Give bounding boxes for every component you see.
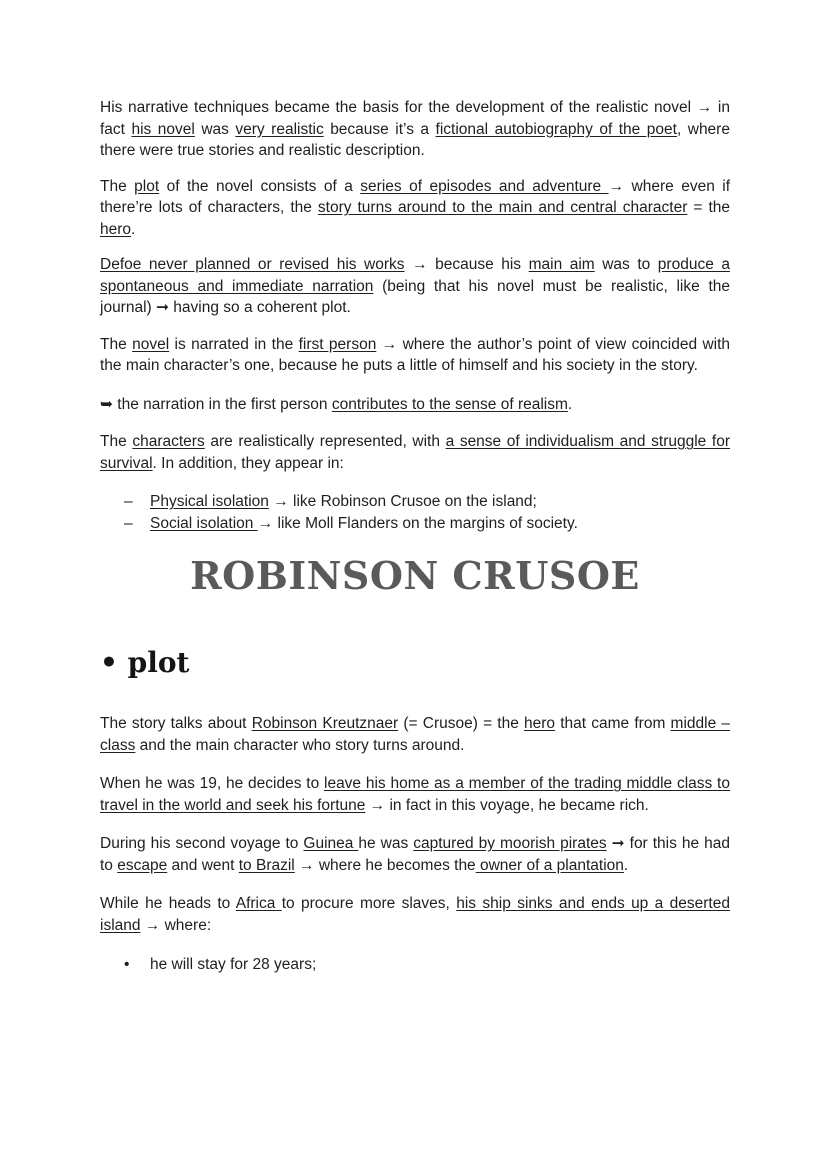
- document-page: [100, 97, 730, 976]
- document-title: ROBINSON CRUSOE: [190, 553, 640, 598]
- paragraph-second-voyage: [100, 833, 730, 876]
- underlined-text: Defoe never planned or revised his works: [100, 256, 405, 273]
- text-span: is narrated in the: [169, 335, 299, 353]
- text-span: .: [567, 395, 573, 413]
- underlined-text: main aim: [528, 256, 595, 273]
- text-span: was to: [594, 256, 658, 273]
- section-heading-plot: • plot: [100, 646, 190, 679]
- text-span: , where there were true stories and realistic description.: [100, 120, 730, 159]
- text-span: → like Moll Flanders on the margins of society.: [257, 515, 578, 532]
- text-span: → where even if there’re lots of characters, the: [100, 177, 731, 216]
- paragraph-narrative-techniques: [100, 97, 730, 162]
- text-span: → where:: [140, 916, 212, 934]
- text-span: The: [100, 433, 133, 450]
- text-span: are realistically represented, with: [204, 433, 446, 450]
- paragraph-shipwreck: [100, 893, 730, 936]
- underlined-text: middle – class: [100, 715, 731, 754]
- paragraph-first-person: [100, 334, 730, 377]
- text-span: The: [100, 177, 135, 195]
- text-span: (= Crusoe) = the: [398, 715, 525, 732]
- underlined-text: Robinson Kreutznaer: [251, 715, 399, 732]
- underlined-text: plot: [134, 177, 160, 195]
- text-span: → in fact in this voyage, he became rich.: [365, 796, 649, 814]
- text-span: → like Robinson Crusoe on the island;: [268, 493, 537, 510]
- underlined-text: hero: [524, 715, 556, 732]
- paragraph-defoe-aim: [100, 254, 730, 319]
- text-span: = the: [687, 199, 730, 216]
- text-span: While he heads to: [100, 895, 236, 912]
- underlined-text: his novel: [131, 120, 195, 138]
- text-span: because it’s a: [323, 120, 436, 138]
- paragraph-realism: [100, 394, 730, 416]
- underlined-text: series of episodes and adventure: [360, 177, 609, 195]
- underlined-text: Social isolation: [150, 515, 258, 532]
- underlined-text: a sense of individualism and struggle for survival: [100, 433, 731, 472]
- text-span: → because his: [404, 256, 529, 273]
- text-span: .: [131, 220, 136, 238]
- list-item: [100, 513, 730, 535]
- underlined-text: very realistic: [235, 120, 324, 138]
- text-span: (being that his novel must be realistic, like the journal) ➞ having so a coherent plot.: [100, 277, 730, 316]
- text-span: ➥ the narration in the first person: [100, 395, 332, 413]
- underlined-text: to Brazil: [238, 856, 295, 874]
- text-span: to procure more slaves,: [281, 895, 457, 912]
- underlined-text: Guinea: [303, 835, 359, 852]
- list-item: [100, 491, 730, 513]
- text-span: he was: [358, 835, 414, 852]
- text-span: and went: [167, 856, 239, 874]
- underlined-text: fictional autobiography of the poet: [435, 120, 677, 138]
- text-span: When he was 19, he decides to: [100, 775, 324, 792]
- dash-marker: –: [124, 515, 133, 532]
- text-span: ➞ for this he had to: [100, 835, 730, 874]
- text-span: The: [100, 335, 133, 353]
- text-span: → where he becomes the: [294, 856, 476, 874]
- island-list: [100, 954, 730, 976]
- underlined-text: story turns around to the main and central character: [317, 199, 688, 216]
- text-span: of the novel consists of a: [159, 177, 361, 195]
- underlined-text: first person: [298, 335, 377, 353]
- underlined-text: characters: [132, 433, 205, 450]
- list-item: [100, 954, 730, 976]
- underlined-text: produce a spontaneous and immediate narration: [100, 256, 730, 295]
- text-span: that came from: [555, 715, 671, 732]
- text-span: → where the author’s point of view coincided with the main character’s one, because he puts a little of himself and his society in the story.: [100, 335, 731, 374]
- text-span: was: [194, 120, 236, 138]
- text-span: and the main character who story turns around.: [135, 736, 465, 754]
- text-span: The story talks about: [100, 715, 252, 732]
- text-span: His narrative techniques became the basis for the development of the realistic novel → in fact: [100, 99, 730, 138]
- underlined-text: owner of a plantation: [475, 856, 624, 874]
- underlined-text: Africa: [235, 895, 282, 912]
- text-span: . In addition, they appear in:: [152, 454, 344, 472]
- paragraph-leaves-home: [100, 773, 730, 816]
- text-span: .: [623, 856, 629, 874]
- underlined-text: Physical isolation: [150, 493, 269, 510]
- underlined-text: captured by moorish pirates: [413, 835, 607, 852]
- isolation-list: [100, 491, 730, 535]
- underlined-text: contributes to the sense of realism: [331, 395, 568, 413]
- paragraph-characters: [100, 431, 730, 474]
- underlined-text: novel: [132, 335, 170, 353]
- dash-marker: –: [124, 493, 133, 510]
- text-span: During his second voyage to: [100, 835, 304, 852]
- paragraph-story-intro: [100, 713, 730, 756]
- underlined-text: hero: [100, 220, 132, 238]
- bullet-marker: •: [124, 956, 130, 973]
- underlined-text: his ship sinks and ends up a deserted island: [100, 895, 730, 934]
- underlined-text: escape: [117, 856, 168, 874]
- underlined-text: leave his home as a member of the trading middle class to travel in the world and seek his fortune: [100, 775, 730, 814]
- paragraph-plot-structure: [100, 176, 730, 241]
- list-item-text: he will stay for 28 years;: [150, 956, 317, 973]
